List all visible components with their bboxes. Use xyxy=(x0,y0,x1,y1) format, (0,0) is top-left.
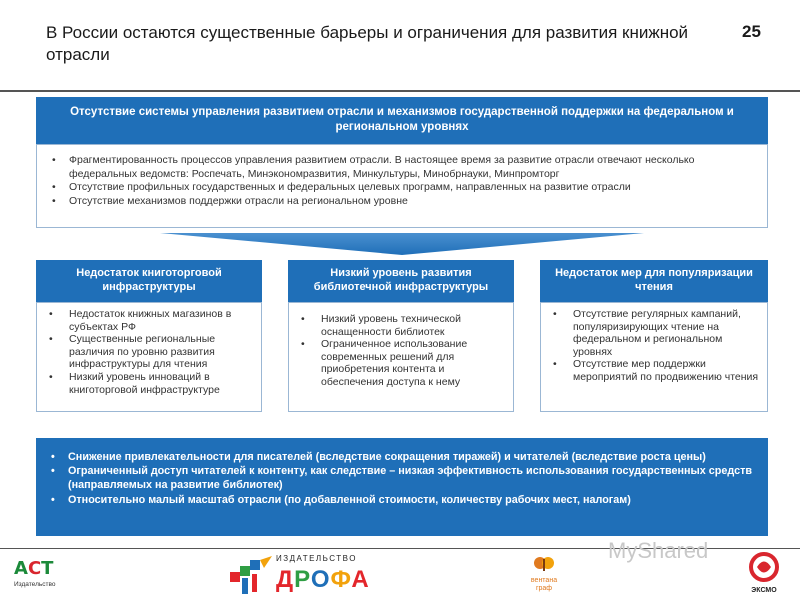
drofa-logo xyxy=(228,554,388,598)
myshared-watermark: MyShared xyxy=(608,538,709,563)
top-block-body xyxy=(36,144,768,228)
butterfly-icon xyxy=(533,556,555,572)
column-heading-bookselling: Недостаток книготорговой инфраструктуры xyxy=(36,260,262,302)
column-body-reading-promotion xyxy=(540,302,768,412)
list-item: • Существенные региональные различия по уровню развития инфраструктуры для чтения xyxy=(41,333,257,371)
drofa-caption: ИЗДАТЕЛЬСТВО xyxy=(276,554,357,563)
list-item: • Относительно малый масштаб отрасли (по добавленной стоимости, количеству рабочих мест, налогам) xyxy=(46,493,758,507)
list-item: • Отсутствие регулярных кампаний, популяризирующих чтение на федеральном и региональном уровнях xyxy=(545,308,763,358)
list-item: • Отсутствие механизмов поддержки отрасли на региональном уровне xyxy=(47,195,757,209)
list-item: • Ограниченное использование современных решений для приобретения контента и обеспечения доступа к нему xyxy=(293,338,509,388)
list-item: • Отсутствие профильных государственных и федеральных целевых программ, направленных на развитие отрасли xyxy=(47,181,757,195)
top-block-heading: Отсутствие системы управления развитием отрасли и механизмов государственной поддержки на федеральном и региональном уровнях xyxy=(36,97,768,144)
list-item: • Отсутствие мер поддержки мероприятий по продвижению чтения xyxy=(545,358,763,383)
list-item: • Фрагментированность процессов управления развитием отрасли. В настоящее время за развитие отрасли отвечают несколько федеральных ведомств: Роспечать, Минэкономразвития, Минкультуры, Минобрнауки, Минпромторг xyxy=(47,154,757,181)
down-arrow-icon xyxy=(160,233,644,255)
list-item: • Ограниченный доступ читателей к контенту, как следствие – низкая эффективность использования государственных средств (направляемых на развитие библиотек) xyxy=(46,464,758,492)
page-title: В России остаются существенные барьеры и ограничения для развития книжной отрасли xyxy=(46,23,689,64)
list-item: • Снижение привлекательности для писателей (вследствие сокращения тиражей) и читателей (вследствие роста цены) xyxy=(46,450,758,464)
list-item: • Низкий уровень инноваций в книготорговой инфраструктуре xyxy=(41,371,257,396)
ventana-graf-logo: вентана граф xyxy=(516,556,572,598)
column-body-bookselling xyxy=(36,302,262,412)
drofa-bird-icon xyxy=(228,554,274,598)
ast-caption: Издательство xyxy=(14,581,56,588)
ast-logo: АСТ Издательство xyxy=(14,560,64,596)
column-body-library xyxy=(288,302,514,412)
drofa-wordmark: ДРОФА xyxy=(276,566,370,593)
column-heading-library: Низкий уровень развития библиотечной инфраструктуры xyxy=(288,260,514,302)
eksmo-icon xyxy=(749,552,779,582)
list-item: • Недостаток книжных магазинов в субъектах РФ xyxy=(41,308,257,333)
list-item: • Низкий уровень технической оснащенности библиотек xyxy=(293,313,509,338)
column-heading-reading-promotion: Недостаток мер для популяризации чтения xyxy=(540,260,768,302)
bottom-block xyxy=(36,438,768,536)
page-number: 25 xyxy=(742,22,761,41)
eksmo-logo: ЭКСМО xyxy=(738,552,790,598)
header-divider xyxy=(0,90,800,92)
